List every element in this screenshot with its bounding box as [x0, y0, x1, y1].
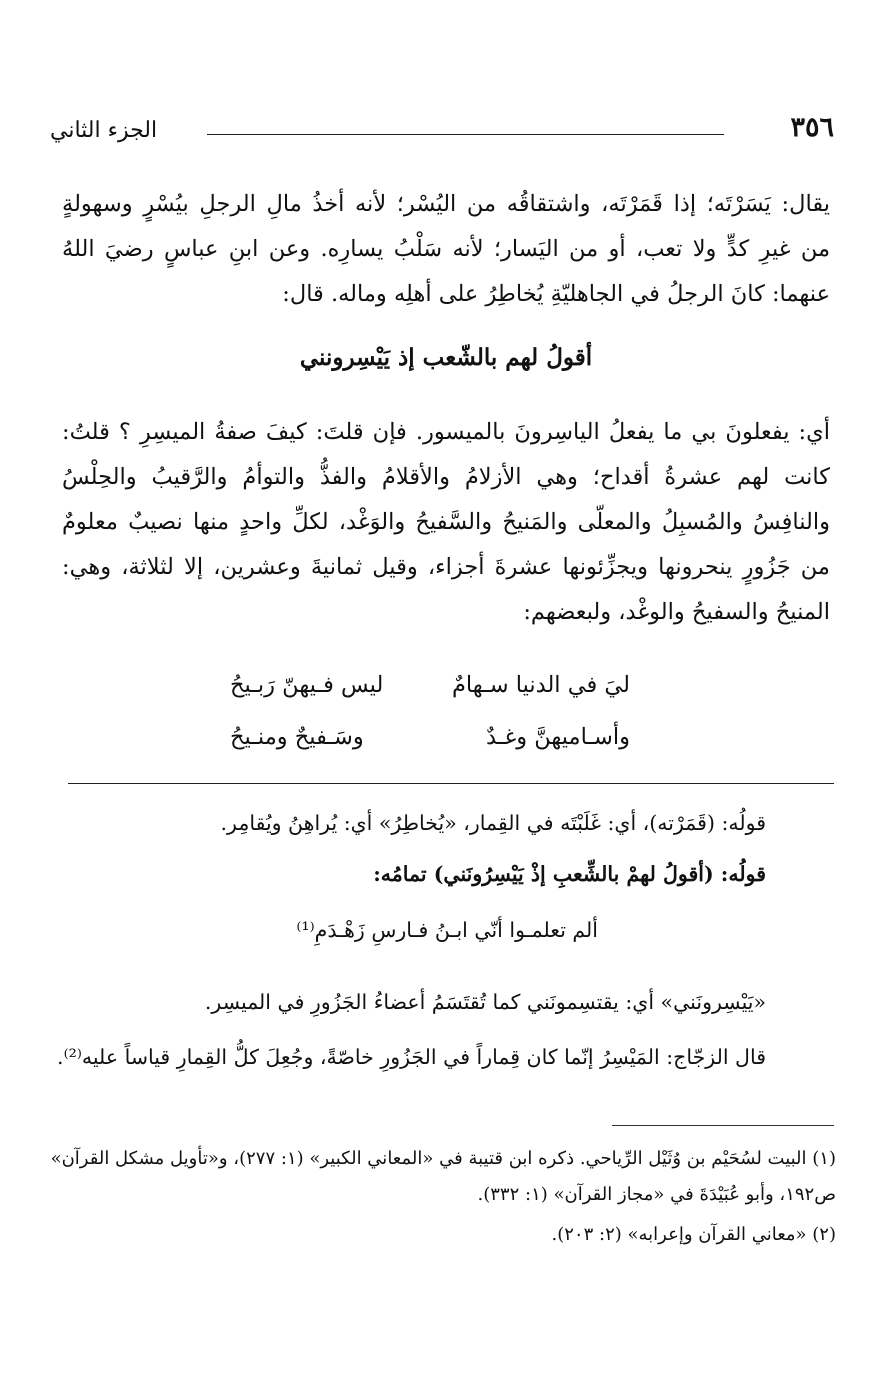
body-line-7: من جَزُورٍ ينحرونها ويجزِّئونها عشرةَ أجزاء، وقيل ثمانيةَ وعشرين، إلا لثلاثة، وهي: [62, 554, 830, 580]
commentary-line-1: قولُه: (قَمَرْته)، أي: غَلَبْتَه في القِمار، «يُخاطِرُ» أي: يُراهِنُ ويُقامِر. [220, 811, 766, 835]
running-title: الجزء الثاني [50, 118, 158, 143]
commentary-line-2: قولُه: (أقولُ لهمْ بالشِّعبِ إذْ يَيْسِرُونَني) تمامُه: [373, 862, 766, 886]
poem-line-2 [230, 724, 630, 776]
commentary [57, 805, 766, 1105]
body-line-4: أي: يفعلونَ بي ما يفعلُ الياسِرونَ بالميسور. فإن قلتَ: كيفَ صفةُ الميسِرِ ؟ قلتُ: [62, 419, 830, 445]
footnote-separator [612, 1125, 834, 1126]
footnotes [50, 1148, 836, 1268]
page-number: ٣٥٦ [790, 112, 834, 143]
header-rule [207, 134, 724, 135]
body-line-6: والنافِسُ والمُسبِلُ والمعلّى والمَنيحُ والسَّفيحُ والوَغْد، لكلِّ واحدٍ منها نصيبٌ معلومٌ [62, 509, 830, 535]
poem-hemistich-2a: وأسـاميهنَّ وغـدٌ [486, 724, 630, 750]
footnote-2: (٢) «معاني القرآن وإعرابه» (٢: ٢٠٣). [551, 1224, 836, 1245]
poem-line-1 [230, 672, 630, 724]
commentary-separator [68, 783, 834, 784]
main-text-block-2 [62, 410, 830, 635]
poem-hemistich-1b: ليس فـيهنّ رَبـيحُ [230, 672, 384, 698]
verse-quote: أقولُ لهم بالشّعب إذ يَيْسِرونني [299, 344, 593, 371]
footnote-1-line-2: ص١٩٢، وأبو عُبَيْدَةَ في «مجاز القرآن» (١: ٣٣٢). [477, 1184, 836, 1205]
body-line-1: يقال: يَسَرْتَه؛ إذا قَمَرْتَه، واشتقاقُه من اليُسْر؛ لأنه أخذُ مالِ الرجلِ بيُسْرٍ وسهولةٍ [62, 191, 830, 217]
footnote-1-line-1: (١) البيت لسُحَيْم بن وُثَيْل الرِّياحي. ذكره ابن قتيبة في «المعاني الكبير» (١: ٢٧٧)، و«تأويل مشكل القرآن» [50, 1148, 836, 1169]
commentary-line-3: «يَيْسِرونَني» أي: يقتسِمونَني كما تُقتَسَمُ أعضاءُ الجَزُورِ في الميسِر. [204, 990, 766, 1014]
commentary-line-4: قال الزجّاج: المَيْسِرُ إنّما كان قِماراً في الجَزُورِ خاصّةً، وجُعِلَ كلُّ القِمارِ قياساً عليه⁽²⁾. [57, 1045, 766, 1069]
body-line-5: كانت لهم عشرةُ أقداح؛ وهي الأزلامُ والأقلامُ والفذُّ والتوأمُ والرَّقيبُ والحِلْسُ [62, 464, 830, 490]
main-text-block-1 [62, 182, 830, 317]
poem-hemistich-1a: ليَ في الدنيا سـهامٌ [451, 672, 630, 698]
page-header [42, 112, 834, 156]
poem [230, 672, 630, 776]
body-line-2: من غيرِ كدٍّ ولا تعب، أو من اليَسار؛ لأنه سَلْبُ يسارِه. وعن ابنِ عباسٍ رضيَ اللهُ [62, 236, 830, 262]
poem-hemistich-2b: وسَـفيحٌ ومنـيحُ [230, 724, 364, 750]
body-line-8: المنيحُ والسفيحُ والوغْد، ولبعضهم: [523, 599, 830, 625]
commentary-verse: ألم تعلمـوا أنّي ابـنُ فـارسِ زَهْـدَمِ⁽¹⁾ [296, 918, 598, 942]
body-line-3: عنهما: كانَ الرجلُ في الجاهليّةِ يُخاطِرُ على أهلِه وماله. قال: [282, 281, 830, 307]
